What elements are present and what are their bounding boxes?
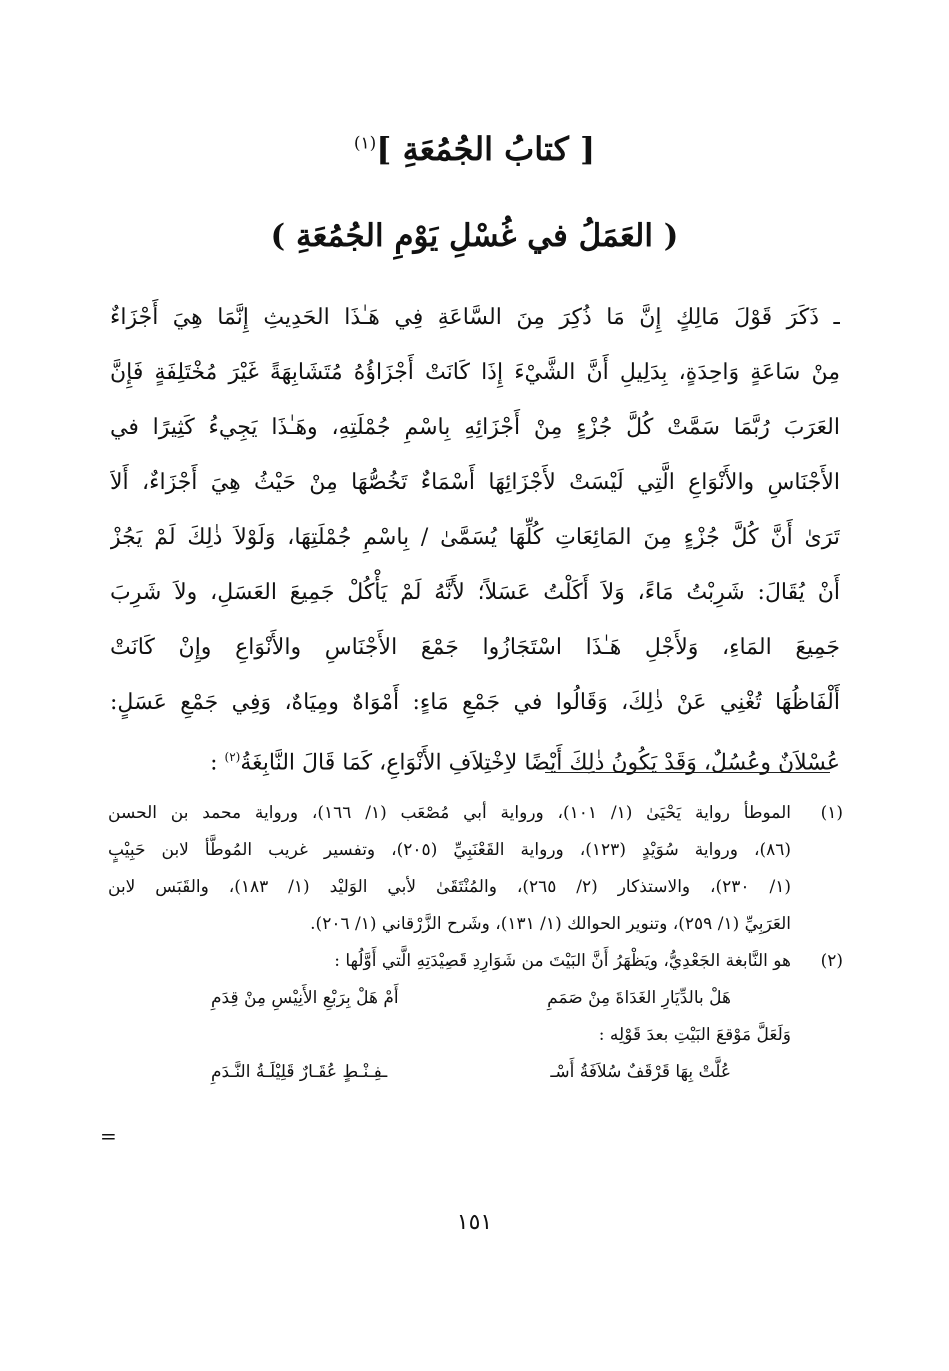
footnote-middle: وَلَعَلَّ مَوْقعَ البَيْتِ بعدَ قَوْلِه : xyxy=(598,1025,791,1045)
text-line: مِنْ سَاعَةٍ وَاحِدَةٍ، بِدَلِيلِ أَنَّ الشَّيْءَ إِذَا كَانَتْ أَجْزَاؤُهُ مُتَشَابِهَةً غَيْرَ مُخْتَلِفَةٍ فَإِنَّ xyxy=(110,360,840,385)
book-title xyxy=(0,130,949,168)
footnotes xyxy=(108,795,843,1091)
footnote-line: (١/ ٢٣٠)، والاستذكار (٢/ ٢٦٥)، والمُنْتَقَىٰ لأبي الوَليْد (١/ ١٨٣)، والقَبَس لابن xyxy=(108,877,791,897)
page-number: ١٥١ xyxy=(456,1210,493,1235)
verse-1 xyxy=(211,980,731,1017)
continuation-mark: = xyxy=(100,1124,117,1148)
footnote-intro: هو النَّابغة الجَعْدِيُّ، ويَظْهَرُ أَنَّ البَيْتَ من شَوَارِدِ قَصِيْدَتِهِ الَّتي أَوَّلُها : xyxy=(334,951,791,971)
text-line: جَمِيعَ المَاءِ، وَلأَجْلِ هَـٰذَا اسْتَجَازُوا جَمْعَ الأَجْنَاسِ والأَنْوَاعِ وإِنْ كَانَتْ xyxy=(110,635,840,660)
verse-hemistich-first: هَلْ بالدِّيَارِ الغَدَاةَ مِنْ صَمَمِ xyxy=(547,988,731,1008)
text-line: الأَجْنَاسِ والأَنْوَاعِ الَّتِي لَيْسَتْ لأَجْزَائِهَا أَسْمَاءٌ تَخُصُّهَا مِنْ حَيْثُ هِيَ أَجْزَاءٌ، أَلاَ xyxy=(110,470,840,495)
text-line: ـ ذَكَرَ قَوْلَ مَالِكٍ إِنَّ مَا ذُكِرَ مِنَ السَّاعَةِ فِي هَـٰذَا الحَدِيثِ إِنَّمَا هِيَ أَجْزَاءٌ xyxy=(110,305,840,330)
book-title-text: [ كتابُ الجُمُعَةِ ] xyxy=(376,130,596,168)
footnote-line: (٨٦)، ورواية سُوَيْدٍ (١٢٣)، ورواية القَعْنَبِيِّ (٢٠٥)، وتفسير غريب المُوطَّأ لابن حَبِيْبٍ xyxy=(108,840,791,860)
text-line-last-body: عُسْلاَنٌ وعُسُلٌ، وَقَدْ يَكُونُ ذٰلِكَ أَيْضًا لاِخْتِلاَفِ الأَنْوَاعِ، كَمَا قَالَ النَّابِغَةُ xyxy=(240,750,840,776)
verse-hemistich-second: ـفِـنْـطٍ عُقَـارٌ قَلِيْلَـةُ النَّـدَمِ xyxy=(211,1062,388,1082)
text-line: أَنْ يُقَالَ: شَرِبْتُ مَاءً، وَلاَ أَكَلْتُ عَسَلاً؛ لأَنَّهُ لَمْ يَأْكُلْ جَمِيعَ العَسَلِ، ولاَ شَرِبَ xyxy=(110,580,840,605)
text-line: أَلْفَاظُهَا تُغْنِي عَنْ ذٰلِكَ، وَقَالُوا في جَمْعِ مَاءٍ: أَمْوَاهٌ ومِيَاهٌ، وَفِي جَمْعِ عَسَلٍ: xyxy=(110,690,840,715)
text-line-last-tail: : xyxy=(210,750,225,776)
footnote-ref-1: (١) xyxy=(353,133,377,154)
footnote-number: (١) xyxy=(820,803,843,823)
footnote-separator xyxy=(545,772,830,773)
text-line: العَرَبَ رُبَّمَا سَمَّتْ كُلَّ جُزْءٍ مِنْ أَجْزَائِهِ بِاسْمِ جُمْلَتِهِ، وهَـٰذَا يَجِيءُ كَثِيرًا في xyxy=(110,415,840,440)
main-text xyxy=(110,290,840,790)
footnote-line: الموطأ رواية يَحْيَىٰ (١/ ١٠١)، ورواية أبي مُصْعَب (١/ ١٦٦)، ورواية محمد بن الحسن xyxy=(108,803,791,823)
text-line-last xyxy=(110,730,840,790)
verse-hemistich-first: عُلَّتْ بِهَا قَرْقَفٌ سُلاَفَةُ أَسْـ xyxy=(550,1062,731,1082)
footnote-1 xyxy=(108,795,843,943)
verse-2 xyxy=(211,1054,731,1091)
verse-hemistich-second: أَمْ هَلْ بِرَبْعِ الأَنِيْسِ مِنْ قِدَمِ xyxy=(211,988,399,1008)
chapter-title: ( العَمَلُ في غُسْلِ يَوْمِ الجُمُعَةِ ) xyxy=(270,218,679,254)
footnote-number: (٢) xyxy=(820,951,843,971)
footnote-ref-2: (٢) xyxy=(224,750,241,764)
footnote-2 xyxy=(108,943,843,1091)
footnote-line: العَرَبِيِّ (١/ ٢٥٩)، وتنوير الحوالك (١/ ١٣١)، وشَرح الزَّرْقاني (١/ ٢٠٦). xyxy=(310,914,791,934)
text-line: تَرَىٰ أَنَّ كُلَّ جُزْءٍ مِنَ المَائِعَاتِ كُلِّهَا يُسَمَّىٰ / بِاسْمِ جُمْلَتِهَا، وَلَوْلاَ ذٰلِكَ لَمْ يَجُزْ xyxy=(110,525,840,550)
